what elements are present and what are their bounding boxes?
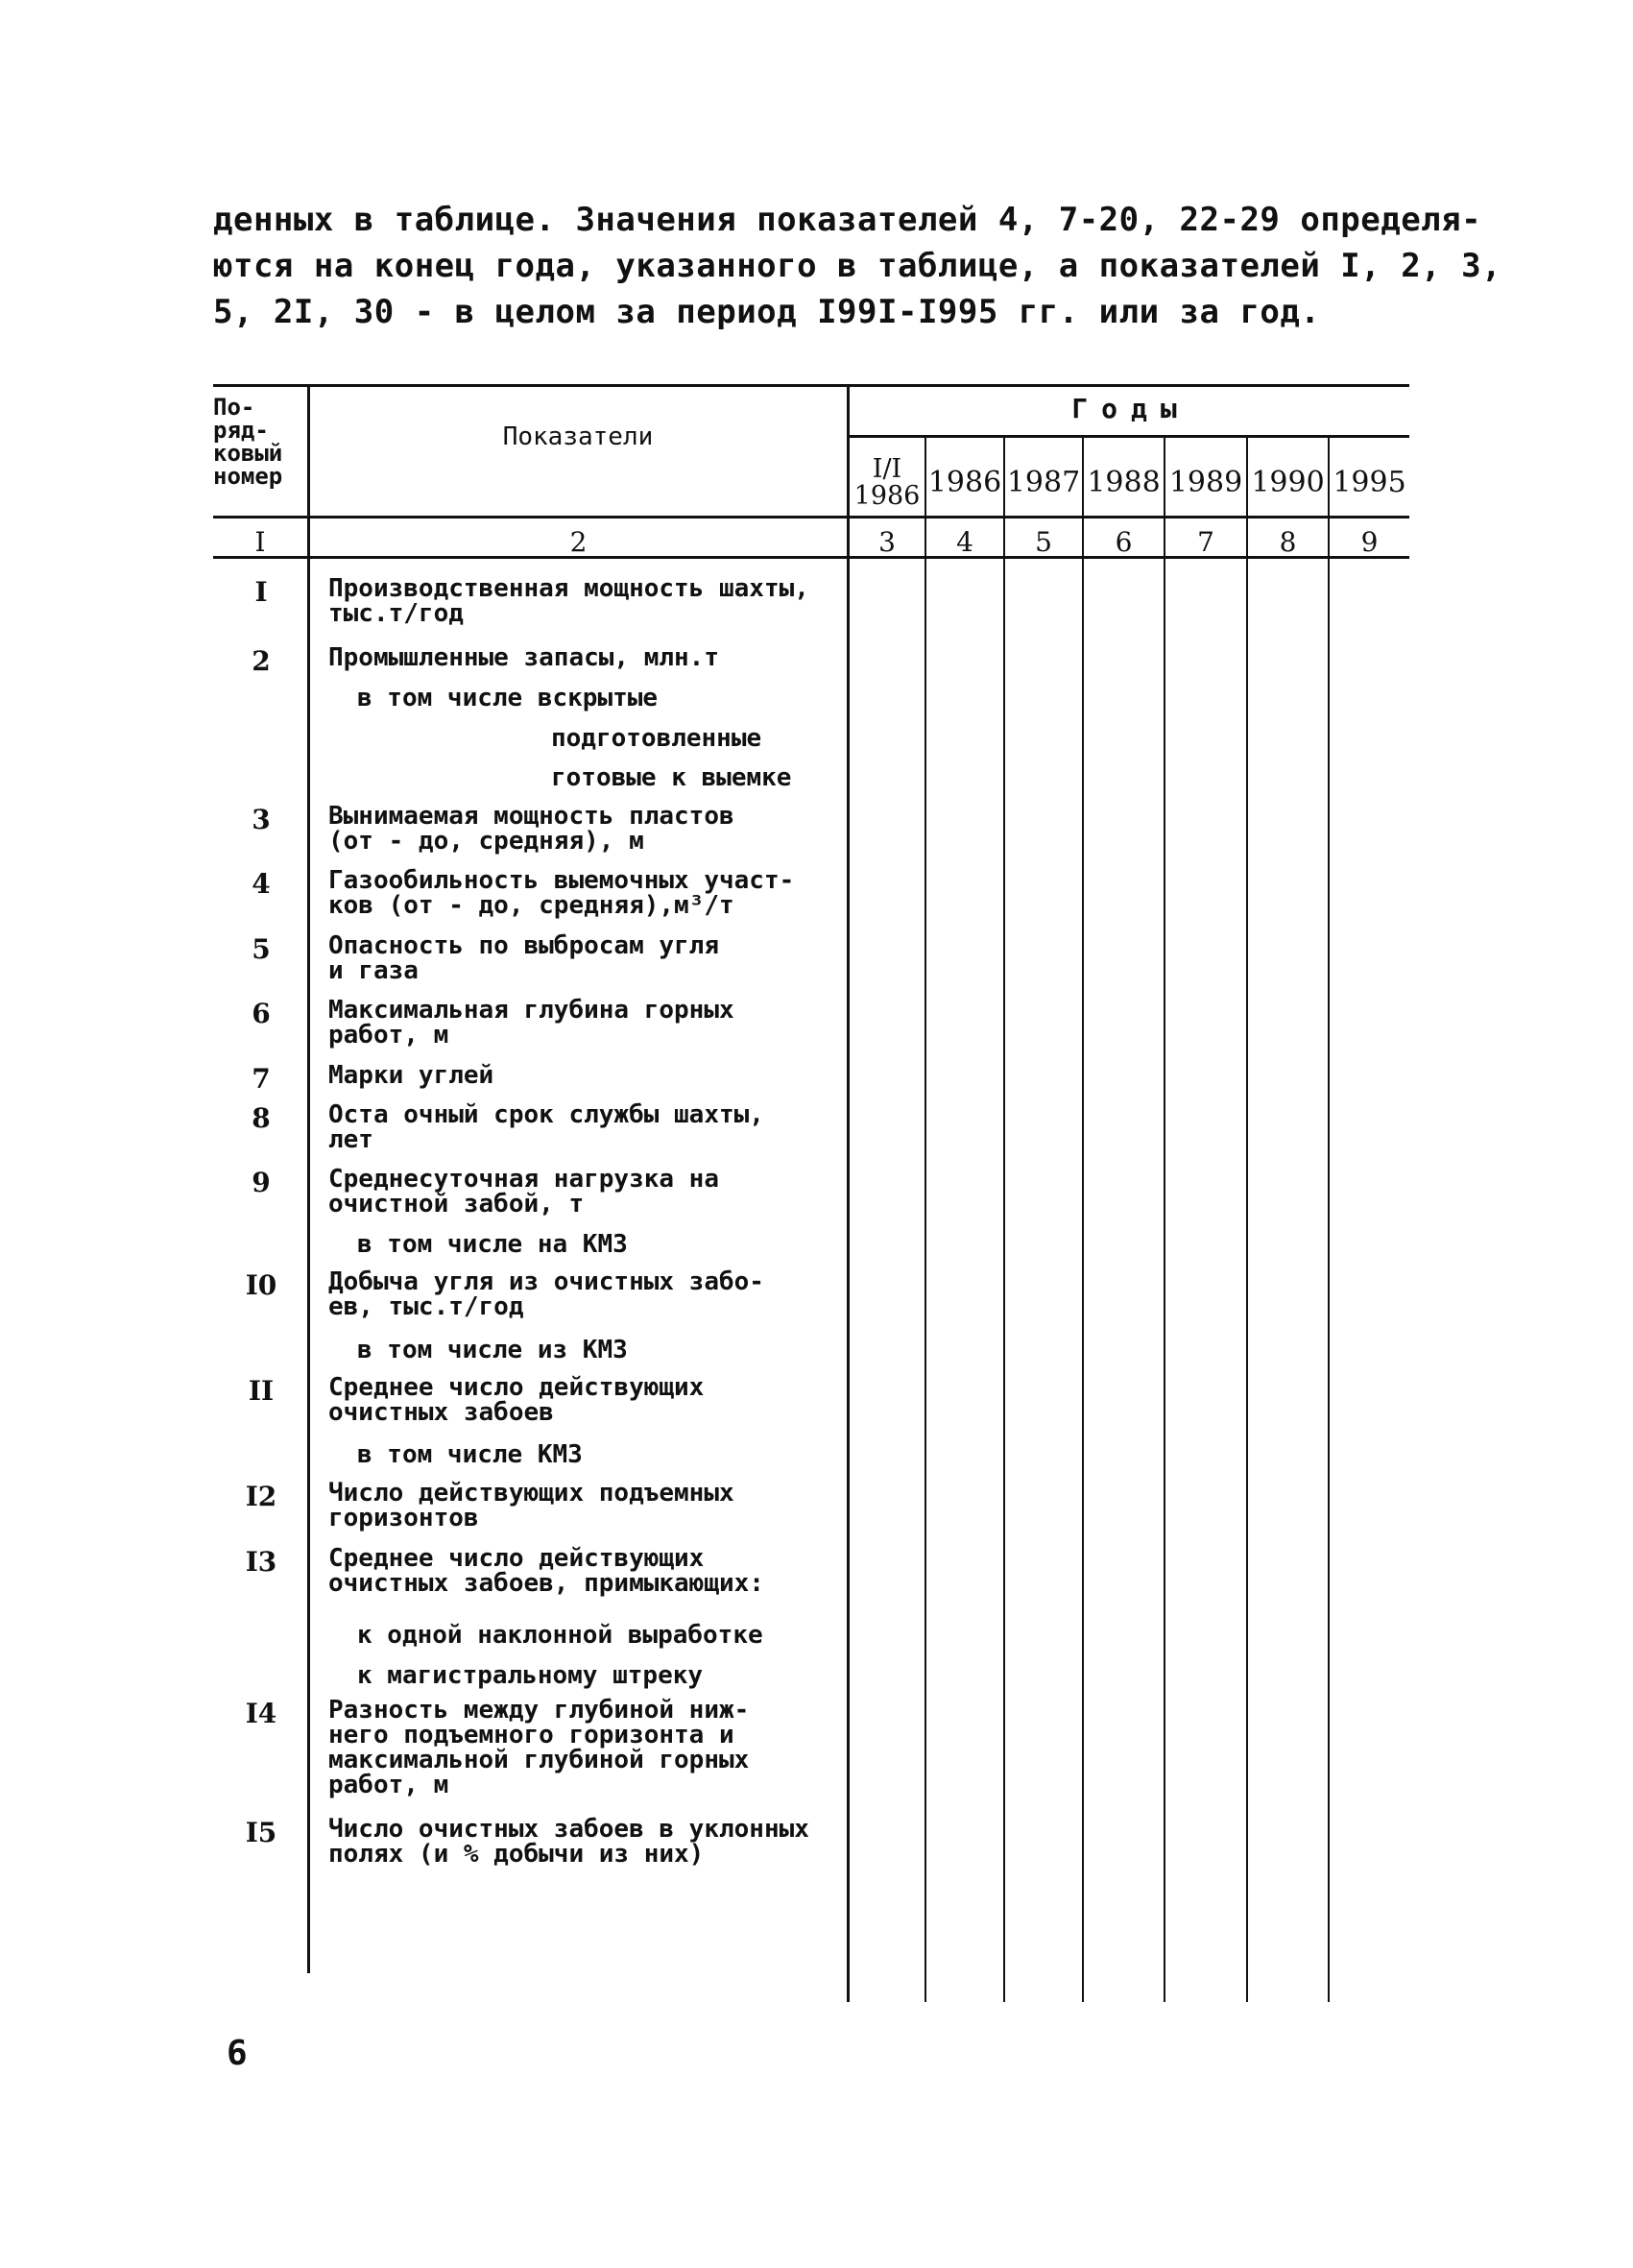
- header-indicators: Показатели: [502, 422, 654, 451]
- row-number: 4: [252, 868, 271, 900]
- row-line: очистных забоев, примыкающих:: [328, 1569, 764, 1598]
- row-line: Число очистных забоев в уклонных: [328, 1815, 809, 1844]
- row-line: Число действующих подъемных: [328, 1479, 734, 1508]
- row-subitem: подготовленные: [551, 724, 762, 753]
- column-number: 9: [1360, 526, 1379, 558]
- row-line: Среднее число действующих: [328, 1544, 705, 1573]
- row-line: него подъемного горизонта и: [328, 1721, 734, 1749]
- row-text: [328, 576, 847, 626]
- row-number: I: [254, 576, 268, 608]
- table-rule: [213, 384, 1409, 387]
- table-column-line: [925, 437, 926, 2002]
- row-line: Максимальная глубина горных: [328, 996, 734, 1025]
- year-cell: 1995: [1333, 466, 1406, 499]
- year-cell: 1986: [927, 466, 1002, 499]
- row-line: ев, тыс.т/год: [328, 1292, 524, 1321]
- header-order-number: [213, 396, 309, 488]
- row-text: [328, 998, 847, 1048]
- row-text: [328, 1481, 847, 1531]
- column-number: 5: [1035, 526, 1052, 558]
- row-line: Газообильность выемочных участ-: [328, 866, 795, 895]
- row-number: 6: [252, 998, 271, 1029]
- row-line: очистной забой, т: [328, 1190, 585, 1218]
- row-number: 8: [252, 1102, 271, 1134]
- table-column-line: [1246, 437, 1248, 2002]
- row-line: Среднее число действующих: [328, 1373, 705, 1402]
- row-number: I3: [245, 1546, 277, 1578]
- row-number: 7: [252, 1063, 271, 1095]
- column-number: 7: [1197, 526, 1214, 558]
- year-cell: 1990: [1251, 466, 1325, 499]
- column-number: 3: [878, 526, 896, 558]
- row-number: I5: [245, 1817, 277, 1848]
- row-line: (от - до, средняя), м: [328, 827, 644, 856]
- row-subitem: в том числе на КМЗ: [357, 1230, 628, 1259]
- row-number: 3: [252, 804, 271, 835]
- row-subitem: в том числе из КМЗ: [357, 1336, 628, 1364]
- row-text: [328, 1375, 847, 1425]
- column-number: 6: [1115, 526, 1133, 558]
- row-line: Среднесуточная нагрузка на: [328, 1165, 719, 1194]
- header-num-line: номер: [213, 463, 283, 490]
- row-text: [328, 1063, 847, 1088]
- intro-line: 5, 2I, 30 - в целом за период I99I-I995 гг. или за год.: [213, 293, 1321, 331]
- column-number: 2: [569, 526, 588, 558]
- row-text: [328, 645, 847, 670]
- row-number: II: [248, 1375, 275, 1407]
- year-cell: 1989: [1168, 466, 1243, 499]
- row-text: [328, 1167, 847, 1217]
- row-line: очистных забоев: [328, 1398, 554, 1427]
- header-num-line: По-: [213, 394, 255, 421]
- row-line: максимальной глубиной горных: [328, 1746, 750, 1774]
- row-line: горизонтов: [328, 1504, 479, 1532]
- year-cell: 1988: [1087, 466, 1161, 499]
- row-subitem: к магистральному штреку: [357, 1661, 704, 1690]
- row-line: Промышленные запасы, млн.т: [328, 643, 719, 672]
- row-line: Марки углей: [328, 1061, 494, 1090]
- row-text: [328, 1102, 847, 1152]
- table-column-line: [847, 384, 850, 2002]
- row-line: Добыча угля из очистных забо-: [328, 1267, 764, 1296]
- table-column-line: [1082, 437, 1084, 2002]
- table-rule: [849, 435, 1409, 438]
- row-text: [328, 933, 847, 983]
- row-line: и газа: [328, 956, 419, 985]
- row-line: Разность между глубиной ниж-: [328, 1696, 750, 1725]
- year-first-top: I/I: [872, 454, 902, 484]
- intro-line: денных в таблице. Значения показателей 4, 7-20, 22-29 определя-: [213, 201, 1482, 239]
- row-number: I4: [245, 1698, 277, 1729]
- row-line: работ, м: [328, 1771, 449, 1799]
- row-number: 9: [252, 1167, 271, 1198]
- intro-line: ются на конец года, указанного в таблице, а показателей I, 2, 3,: [213, 247, 1502, 285]
- row-text: [328, 868, 847, 918]
- row-text: [328, 804, 847, 854]
- header-years: Годы: [1071, 393, 1190, 424]
- row-line: работ, м: [328, 1021, 449, 1050]
- row-subitem: к одной наклонной выработке: [357, 1621, 763, 1650]
- row-text: [328, 1698, 847, 1798]
- row-line: лет: [328, 1125, 373, 1154]
- row-line: ков (от - до, средняя),м³/т: [328, 891, 734, 920]
- row-number: 2: [252, 645, 271, 677]
- row-line: тыс.т/год: [328, 599, 464, 628]
- row-line: полях (и % добычи из них): [328, 1840, 705, 1869]
- column-number: 4: [956, 526, 973, 558]
- table-column-line: [1328, 437, 1330, 2002]
- column-number: 8: [1279, 526, 1297, 558]
- row-subitem: в том числе вскрытые: [357, 684, 659, 712]
- year-cell: 1987: [1006, 466, 1081, 499]
- row-text: [328, 1817, 847, 1867]
- table-column-line: [1003, 437, 1005, 2002]
- header-num-line: ряд-: [213, 417, 269, 444]
- row-number: I0: [245, 1269, 277, 1301]
- year-first-bottom: 1986: [853, 481, 921, 511]
- row-number: I2: [245, 1481, 277, 1512]
- table-rule: [213, 516, 1409, 519]
- column-number: I: [254, 526, 266, 558]
- year-cell-first: [850, 451, 925, 515]
- row-line: Вынимаемая мощность пластов: [328, 802, 734, 831]
- row-line: Опасность по выбросам угля: [328, 931, 719, 960]
- row-line: Производственная мощность шахты,: [328, 574, 809, 603]
- row-text: [328, 1269, 847, 1319]
- header-num-line: ковый: [213, 440, 283, 467]
- row-number: 5: [252, 933, 271, 965]
- table-column-line: [1164, 437, 1165, 2002]
- row-line: Оста очный срок службы шахты,: [328, 1100, 764, 1129]
- row-subitem: готовые к выемке: [551, 763, 792, 792]
- page-number: 6: [227, 2034, 248, 2073]
- row-subitem: в том числе КМЗ: [357, 1440, 583, 1469]
- row-text: [328, 1546, 847, 1596]
